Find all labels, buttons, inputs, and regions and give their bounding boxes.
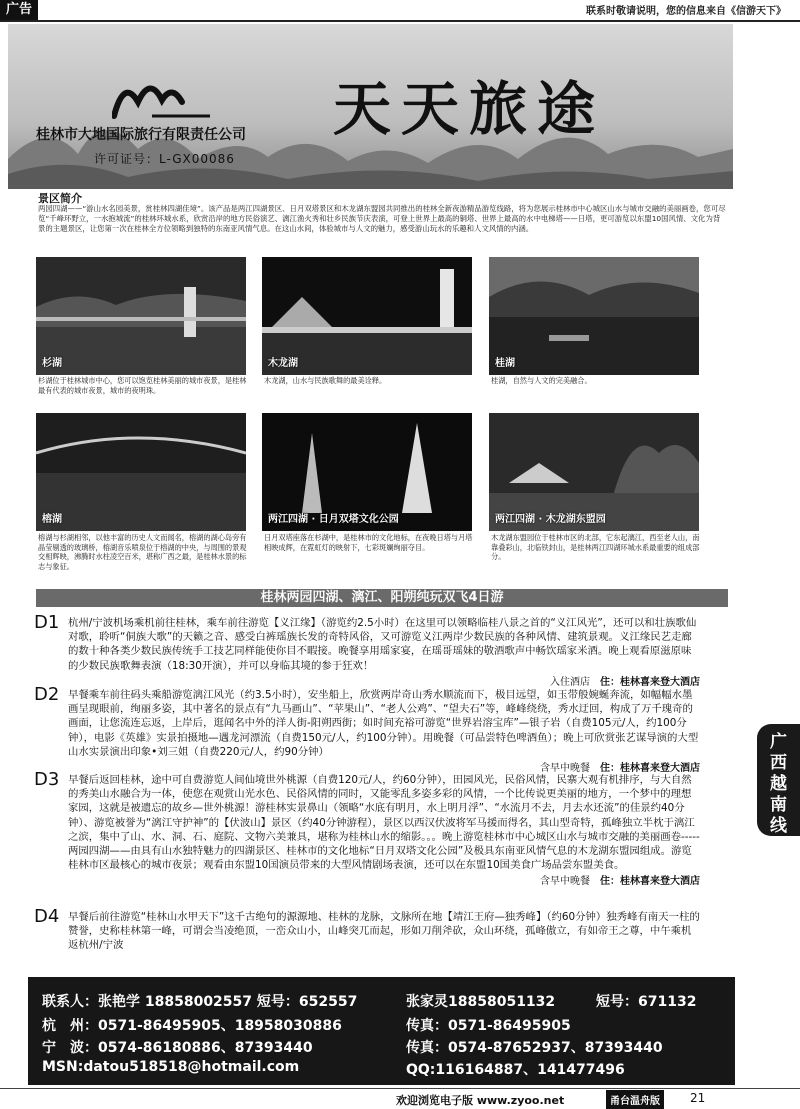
itinerary-day <box>34 612 700 688</box>
ningbo-phone: 宁 波：0574-86180886、87393440 <box>42 1040 313 1056</box>
photo-guihu <box>489 257 699 375</box>
license-number: 许可证号：L-GX00086 <box>94 152 235 166</box>
side-tab-char: 南 <box>770 795 787 815</box>
day-text: 早餐后返回桂林，途中可自费游览人间仙境世外桃源（自费120元/人，约60分钟），田园风光，民俗风情，民寨大观有机排序，与大自然的秀美山水融合为一体，使您在观赏山光水色、民俗风情的同时，又能零乱多姿多彩的风情，一个比传说更美丽的地方，一个梦中的理想家园，这就是被遗忘的故乡—世外桃源！游桂林实景鼻山（领略“水底有明月，水上明月浮”、“水流月不去，月去水还流”的佳景约40分钟）、游览被誉为“漓江守护神”的【伏波山】景区（约40分钟游程），景区以西汉伏波将军马援而得名，其山型奇特，孤峰独立半枕于漓江之滨，集中了山、水、洞、石、庭院、文物六美兼具，堪称为桂林山水的缩影。。。晚上游览桂林市中心城区山水与城市交融的美丽画卷-----两园四湖——由具有山水独特魅力的四湖景区、桂林市的文化地标“日月双塔文化公园”及极具东南亚风情气息的木龙湖东盟园组成。游览桂林市区最核心的城市夜景；观看由东盟10国演员带来的大型风情剧场表演，还可以在东盟10国美食广场品尝东盟美食。 <box>68 774 700 872</box>
msn-address: MSN:datou518518@hotmail.com <box>42 1059 300 1075</box>
source-notice: 联系时敬请说明，您的信息来自《信游天下》 <box>586 6 786 17</box>
photo-label: 两江四湖 · 木龙湖东盟园 <box>495 514 606 525</box>
page-number: 21 <box>690 1091 706 1105</box>
page-footer <box>0 1088 800 1108</box>
river-image <box>489 257 699 375</box>
day-label: D1 <box>34 612 60 633</box>
photo-caption: 榕湖与杉湖相邻，以他丰富的历史人文而闻名，榕湖的湖心岛旁有晶莹剔透的玻璃桥，榕湖音乐喷泉位于榕湖的中央，与周围的景观交相辉映，沸腾时水柱凌空百米，堪称广西之最，是桂林水景的标志与象征。 <box>38 533 247 571</box>
day-hotel: 含早中晚餐 住：桂林喜来登大酒店 <box>540 876 700 888</box>
ningbo-fax: 传真：0574-87652937、87393440 <box>406 1040 663 1056</box>
photo-caption: 桂湖，自然与人文的完美融合。 <box>491 376 592 385</box>
photo-caption: 木龙湖东盟园位于桂林市区的北部，它东起漓江，西至老人山，南靠叠彩山，北临铁封山，是桂林两江四湖环城水系最重要的组成部分。 <box>491 533 700 562</box>
day-label: D2 <box>34 684 60 705</box>
day-hotel: 含早中晚餐 住：桂林喜来登大酒店 <box>540 763 700 775</box>
lake-night-image <box>36 257 246 375</box>
side-tab-char: 线 <box>770 816 787 836</box>
day-label: D3 <box>34 769 60 790</box>
photo-twin-pagodas <box>262 413 472 531</box>
qq-numbers: QQ:116164887、141477496 <box>406 1062 625 1078</box>
banner <box>8 24 733 189</box>
day-text: 杭州/宁波机场乘机前往桂林，乘车前往游览【义江缘】（游览约2.5小时）在这里可以领略临桂八景之首的“义江风光”，还可以和壮族歌仙对歌，聆听“侗族大歌”的天籁之音、感受白裤瑶族长发的奇特风俗，又可游览义江两岸少数民族的各种风情、建筑景观。义江缘民艺走廊的数十种各类少数民族传统手工技艺同样能使你目不暇接。晚餐享用瑶家宴，在瑶哥瑶妹的敬酒歌声中畅饮瑶家米酒。晚上观看原滋原味的少数民族歌舞表演（18:30开演），并可以身临其境的参于狂欢！ <box>68 617 697 672</box>
day-hotel: 入住酒店 住：桂林喜来登大酒店 <box>550 676 700 688</box>
photo-label: 杉湖 <box>42 358 62 369</box>
route-side-tab <box>757 724 800 836</box>
tour-title: 桂林两园四湖、漓江、阳朔纯玩双飞4日游 <box>36 589 728 607</box>
hangzhou-phone: 杭 州：0571-86495905、18958030886 <box>42 1018 342 1034</box>
photo-caption: 日月双塔座落在杉湖中，是桂林市的文化地标，在夜晚日塔与月塔相映成辉，在霓虹灯的映射下，七彩斑斓绚丽夺目。 <box>264 533 473 552</box>
photo-label: 两江四湖 · 日月双塔文化公园 <box>268 514 399 525</box>
intro-heading: 景区简介 <box>38 192 82 205</box>
photo-ronghu <box>36 413 246 531</box>
contact-block <box>28 977 735 1085</box>
contact-person: 联系人：张艳学 18858002557 短号：652557 <box>42 994 358 1010</box>
side-tab-char: 西 <box>770 753 787 773</box>
photo-caption: 杉湖位于桂林城市中心，您可以饱览桂林美丽的城市夜景，是桂林最有代表的城市夜景，城市的夜明珠。 <box>38 376 247 395</box>
contact-short-number: 短号：671132 <box>596 994 697 1010</box>
top-bar <box>0 0 800 22</box>
ad-tag: 广告 <box>0 0 38 20</box>
side-tab-char: 广 <box>770 732 787 752</box>
photo-mulonghu <box>262 257 472 375</box>
intro-text: 两园四湖——“游山水名园美景，赏桂林四湖佳境”。该产品是两江四湖景区、日月双塔景区和木龙湖东盟园共同推出的桂林全新夜游精品游览线路，将为您展示桂林市中心城区山水与城市交融的美丽画卷，您可尽览“千峰环野立，一水抱城流”的桂林环城水系，欣赏沿岸的地方民俗演艺、漓江渔火秀和壮乡民族节庆表演，可登上世界上最高的铜塔、世界上最高的水中电梯塔——日塔，更可游览以东盟10国风情、文化为背景的主题景区，让您第一次在桂林全方位领略到独特的东南亚风情气息。在这山水间，体验城市与人文的魅力，感受游山玩水的乐趣和人文风情的内涵。 <box>38 204 726 233</box>
photo-shanhu <box>36 257 246 375</box>
day-text: 早餐乘车前往码头乘船游览漓江风光（约3.5小时），安坐船上，欣赏两岸奇山秀水顺流而下，极目远望，如玉带般婉蜒奔流，如幅幅水墨画呈现眼前，绚丽多姿，其中著名的景点有“九马画山”、“苹果山”、“老人公鸡”、“望夫石”等，峰峰绕绕，秀水迂回，构成了万千瑰奇的画面，让您流连忘返，上岸后，逛闻名中外的洋人街-阳朔西街；如时间充裕可游览“世界岩溶宝库”—银子岩（自费105元/人，约100分钟），电影《英雄》实景拍摄地—遇龙河漂流（自费150元/人，约100分钟）。用晚餐（可品尝特色啤酒鱼）；晚上可欣赏张艺谋导演的大型山水实景演出印象•刘三姐（自费220元/人，约90分钟） <box>68 689 699 758</box>
photo-label: 木龙湖 <box>268 358 298 369</box>
company-name: 桂林市大地国际旅行有限责任公司 <box>36 127 246 143</box>
day-label: D4 <box>34 906 60 927</box>
itinerary-day <box>34 906 700 953</box>
itinerary-day <box>34 769 700 888</box>
photo-caption: 木龙湖，山水与民族歌舞的最美诠释。 <box>264 376 387 385</box>
contact-person-2: 张家灵18858051132 <box>406 994 556 1010</box>
itinerary-day <box>34 684 700 775</box>
photo-label: 榕湖 <box>42 514 62 525</box>
footer-edition: 甬台温舟版 <box>606 1090 664 1109</box>
hangzhou-fax: 传真：0571-86495905 <box>406 1018 571 1034</box>
banner-title: 天天旅途 <box>333 75 606 143</box>
photo-label: 桂湖 <box>495 358 515 369</box>
day-text: 早餐后前往游览“桂林山水甲天下”这千古绝句的源源地、桂林的龙脉，文脉所在地【靖江王府—独秀峰】（约60分钟）独秀峰有南天一柱的赞誉，史称桂林第一峰，可谓会当凌绝顶，一峦众山小，山峰突兀而起，形如刀削斧砍，众山环绕，孤峰傲立，有如帝王之尊，中午乘机返杭州/宁波 <box>68 911 700 952</box>
photo-asean-park <box>489 413 699 531</box>
side-tab-char: 越 <box>770 774 787 794</box>
company-logo <box>112 72 212 120</box>
footer-welcome: 欢迎浏览电子版 www.zyoo.net <box>396 1094 565 1107</box>
bridge-night-image <box>36 413 246 531</box>
